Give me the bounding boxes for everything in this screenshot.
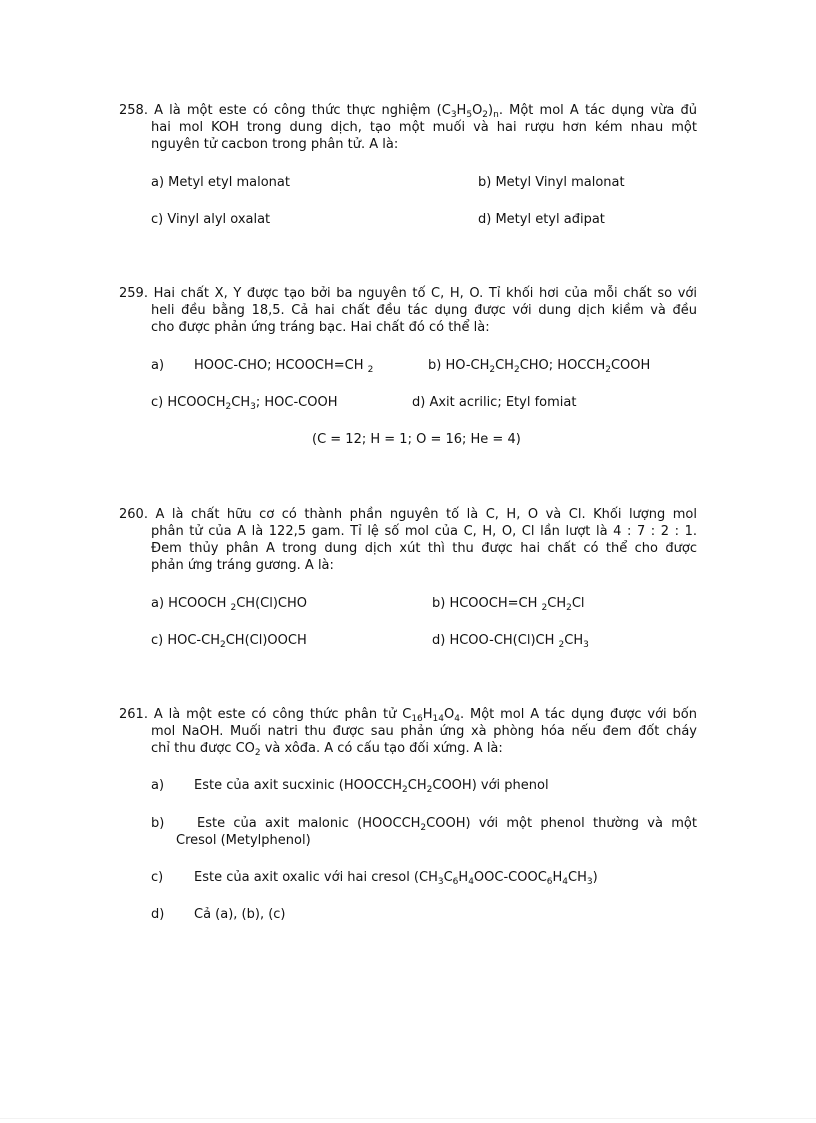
question-258-option-d: d) Metyl etyl ađipat (478, 212, 605, 227)
question-260-line-4: phản ứng tráng gương. A là: (151, 558, 334, 573)
question-261-option-b-line-2: Cresol (Metylphenol) (176, 833, 311, 848)
question-260-option-b: b) HCOOCH=CH $_2CH_2Cl$ (432, 596, 585, 613)
question-259-option-c: c) $HCOOCH_2CH_3$; HOC-COOH (151, 395, 338, 412)
question-261-line-1: 261. A là một este có công thức phân tử $C_{16}H_{14}O_4$. Một mol A tác dụng được với bốn (119, 707, 697, 724)
question-258-stem (119, 102, 697, 153)
question-259-line-2: heli đều bằng 18,5. Cả hai chất đều tác dụng được với dung dịch kiềm và đều (151, 303, 697, 318)
question-258-line-2: hai mol KOH trong dung dịch, tạo một muối và hai rượu hơn kém nhau một (151, 120, 697, 135)
question-260-line-2: phân tử của A là 122,5 gam. Tỉ lệ số mol của C, H, O, Cl lần lượt là 4 : 7 : 2 : 1. (151, 524, 697, 539)
question-261-option-b-line-1: Este của axit malonic $(HOOCCH_2COOH)$ với một phenol thường và một (197, 816, 697, 833)
question-258-line-1: 258. A là một este có công thức thực nghiệm $(C_3H_5O_2)_n$. Một mol A tác dụng vừa đủ (119, 103, 697, 120)
question-261-option-d: Cả (a), (b), (c) (194, 907, 286, 922)
question-260-line-1: 260. A là chất hữu cơ có thành phần nguyên tố là C, H, O và Cl. Khối lượng mol (119, 507, 697, 522)
question-259-line-3: cho được phản ứng tráng bạc. Hai chất đó có thể là: (151, 320, 490, 335)
question-259-line-1: 259. Hai chất X, Y được tạo bởi ba nguyên tố C, H, O. Tỉ khối hơi của mỗi chất so với (119, 286, 697, 301)
question-259-option-d: d) Axit acrilic; Etyl fomiat (412, 395, 577, 410)
question-260-option-d: d) HCOO-CH(Cl)CH $_2CH_3$ (432, 633, 589, 650)
question-260-option-a: a) HCOOCH $_2$CH(Cl)CHO (151, 596, 307, 613)
question-258-option-a: a) Metyl etyl malonat (151, 175, 290, 190)
question-259-option-b: b) $HO-CH_2CH_2CHO$; $HOCCH_2COOH$ (428, 358, 651, 375)
question-261-option-a: Este của axit sucxinic $(HOOCCH_2CH_2COOH)$ với phenol (194, 778, 549, 795)
question-261-option-c: Este của axit oxalic với hai cresol $(CH_3C_6H_4OOC-COOC_6H_4CH_3)$ (194, 870, 598, 887)
question-259-option-a-label: a) (151, 358, 165, 373)
question-258-option-b: b) Metyl Vinyl malonat (478, 175, 625, 190)
question-261-option-a-label: a) (151, 778, 165, 793)
question-259-option-a: HOOC-CHO; HCOOCH=CH $_2$ (194, 358, 374, 375)
question-261-option-b-label: b) (151, 816, 165, 831)
question-261-option-c-label: c) (151, 870, 164, 885)
question-261-line-3: chỉ thu được $CO_2$ và xôđa. A có cấu tạo đối xứng. A là: (151, 741, 503, 758)
question-258-line-3: nguyên tử cacbon trong phân tử. A là: (151, 137, 399, 152)
question-260-option-c: c) HOC-$CH_2CH(Cl)OOCH$ (151, 633, 307, 650)
page-bottom-edge (0, 1118, 816, 1119)
question-261-option-d-label: d) (151, 907, 165, 922)
question-261-line-2: mol NaOH. Muối natri thu được sau phản ứng xà phòng hóa nếu đem đốt cháy (151, 724, 697, 739)
question-260-line-3: Đem thủy phân A trong dung dịch xút thì thu được hai chất có thể cho được (151, 541, 697, 556)
question-259-stem (119, 285, 697, 336)
atomic-mass-note: (C = 12; H = 1; O = 16; He = 4) (312, 432, 521, 447)
question-260-stem (119, 506, 697, 574)
question-258-option-c: c) Vinyl alyl oxalat (151, 212, 271, 227)
question-261-stem (119, 706, 697, 757)
